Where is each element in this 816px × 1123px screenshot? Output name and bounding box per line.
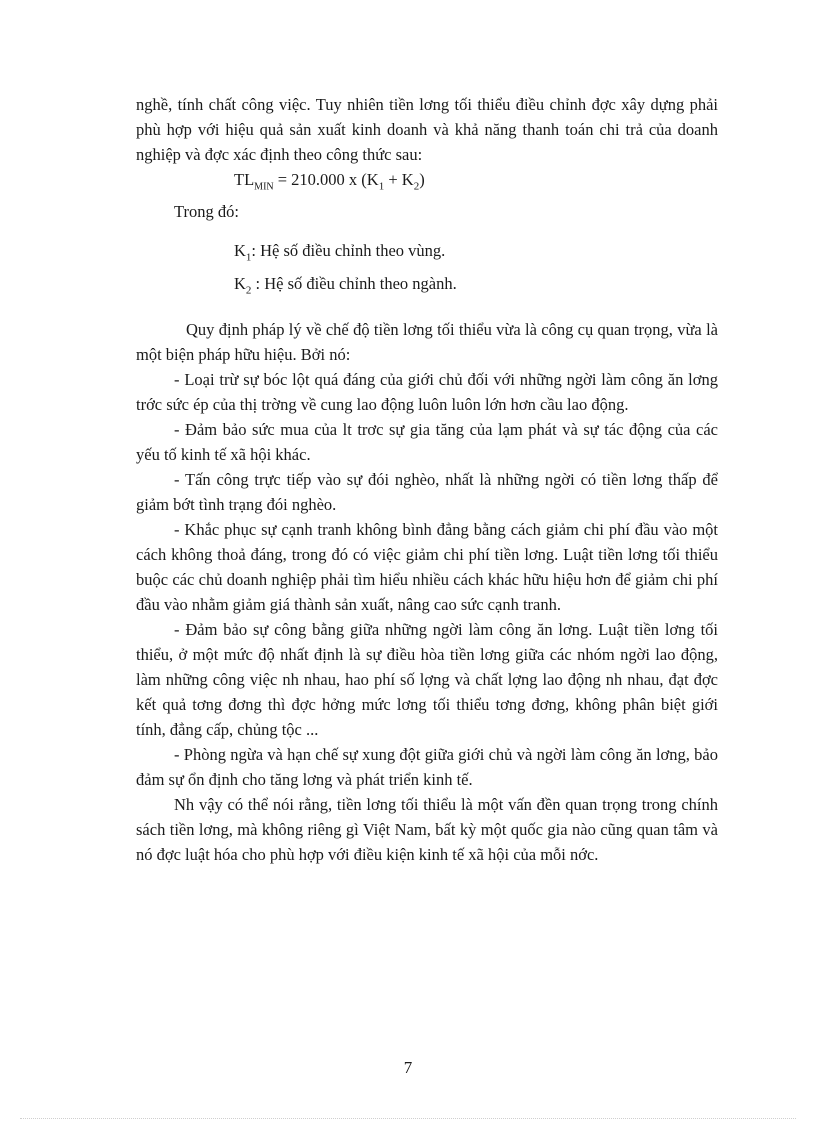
bullet-poverty: - Tấn công trực tiếp vào sự đói nghèo, nhất là những ngời có tiền lơng thấp để giảm bớt tình trạng đói nghèo.	[136, 469, 718, 514]
bullet-purchasing-power: - Đảm bảo sức mua của lt trơc sự gia tăng của lạm phát và sự tác động của các yếu tố kinh tế xã hội khác.	[136, 419, 718, 464]
term-k2: $K_2$ : Hệ số điều chỉnh theo ngành.	[234, 273, 457, 296]
paragraph-conclusion: Nh vậy có thể nói rằng, tiền lơng tối thiểu là một vấn đền quan trọng trong chính sách tiền lơng, mà không riêng gì Việt Nam, bất kỳ một quốc gia nào cũng quan tâm và nó đợc luật hóa cho phù hợp với điều kiện kinh tế xã hội của mỗi nớc.	[136, 794, 718, 864]
paragraph-intro: nghề, tính chất công việc. Tuy nhiên tiền lơng tối thiểu điều chỉnh đợc xây dựng phải phù hợp với hiệu quả sản xuất kinh doanh và khả năng thanh toán chi trả của doanh nghiệp và đợc xác định theo công thức sau:	[136, 95, 718, 164]
page-bottom-divider	[20, 1118, 796, 1119]
page-number: 7	[403, 1058, 413, 1077]
formula: $TL_{MIN} = 210.000$ x $(K_1 + K_2)$	[234, 170, 425, 193]
bullet-competition: - Khắc phục sự cạnh tranh không bình đẳng bằng cách giảm chi phí đầu vào một cách không thoả đáng, trong đó có việc giảm chi phí tiền lơng. Luật tiền lơng tối thiểu buộc các chủ doanh nghiệp phải tìm hiểu nhiều cách khác hữu hiệu hơn để giảm chi phí đầu vào nhằm giảm giá thành sản xuất, nâng cao sức cạnh tranh.	[136, 519, 718, 614]
bullet-conflict: - Phòng ngừa và hạn chế sự xung đột giữa giới chủ và ngời làm công ăn lơng, bảo đảm sự ổn định cho tăng lơng và phát triển kinh tế.	[136, 744, 718, 789]
term-k1: $K_1$: Hệ số điều chỉnh theo vùng.	[234, 241, 446, 264]
paragraph-legal: Quy định pháp lý về chế độ tiền lơng tối thiểu vừa là công cụ quan trọng, vừa là một biện pháp hữu hiệu. Bởi nó:	[136, 319, 718, 364]
bullet-fairness: - Đảm bảo sự công bằng giữa những ngời làm công ăn lơng. Luật tiền lơng tối thiểu, ở một mức độ nhất định là sự điều hòa tiền lơng giữa các nhóm ngời lao động, làm những công việc nh nhau, hao phí số lợng và chất lợng lao động nh nhau, đạt đợc kết quả tơng đơng thì đợc hởng mức lơng tối thiểu tơng đơng, không phân biệt giới tính, đẳng cấp, chủng tộc ...	[136, 619, 718, 739]
document-body	[136, 92, 718, 867]
bullet-exploitation: - Loại trừ sự bóc lột quá đáng của giới chủ đối với những ngời làm công ăn lơng trớc sức ép của thị trờng về cung lao động luôn luôn lớn hơn cầu lao động.	[136, 369, 718, 414]
where-label: Trong đó:	[174, 202, 239, 222]
